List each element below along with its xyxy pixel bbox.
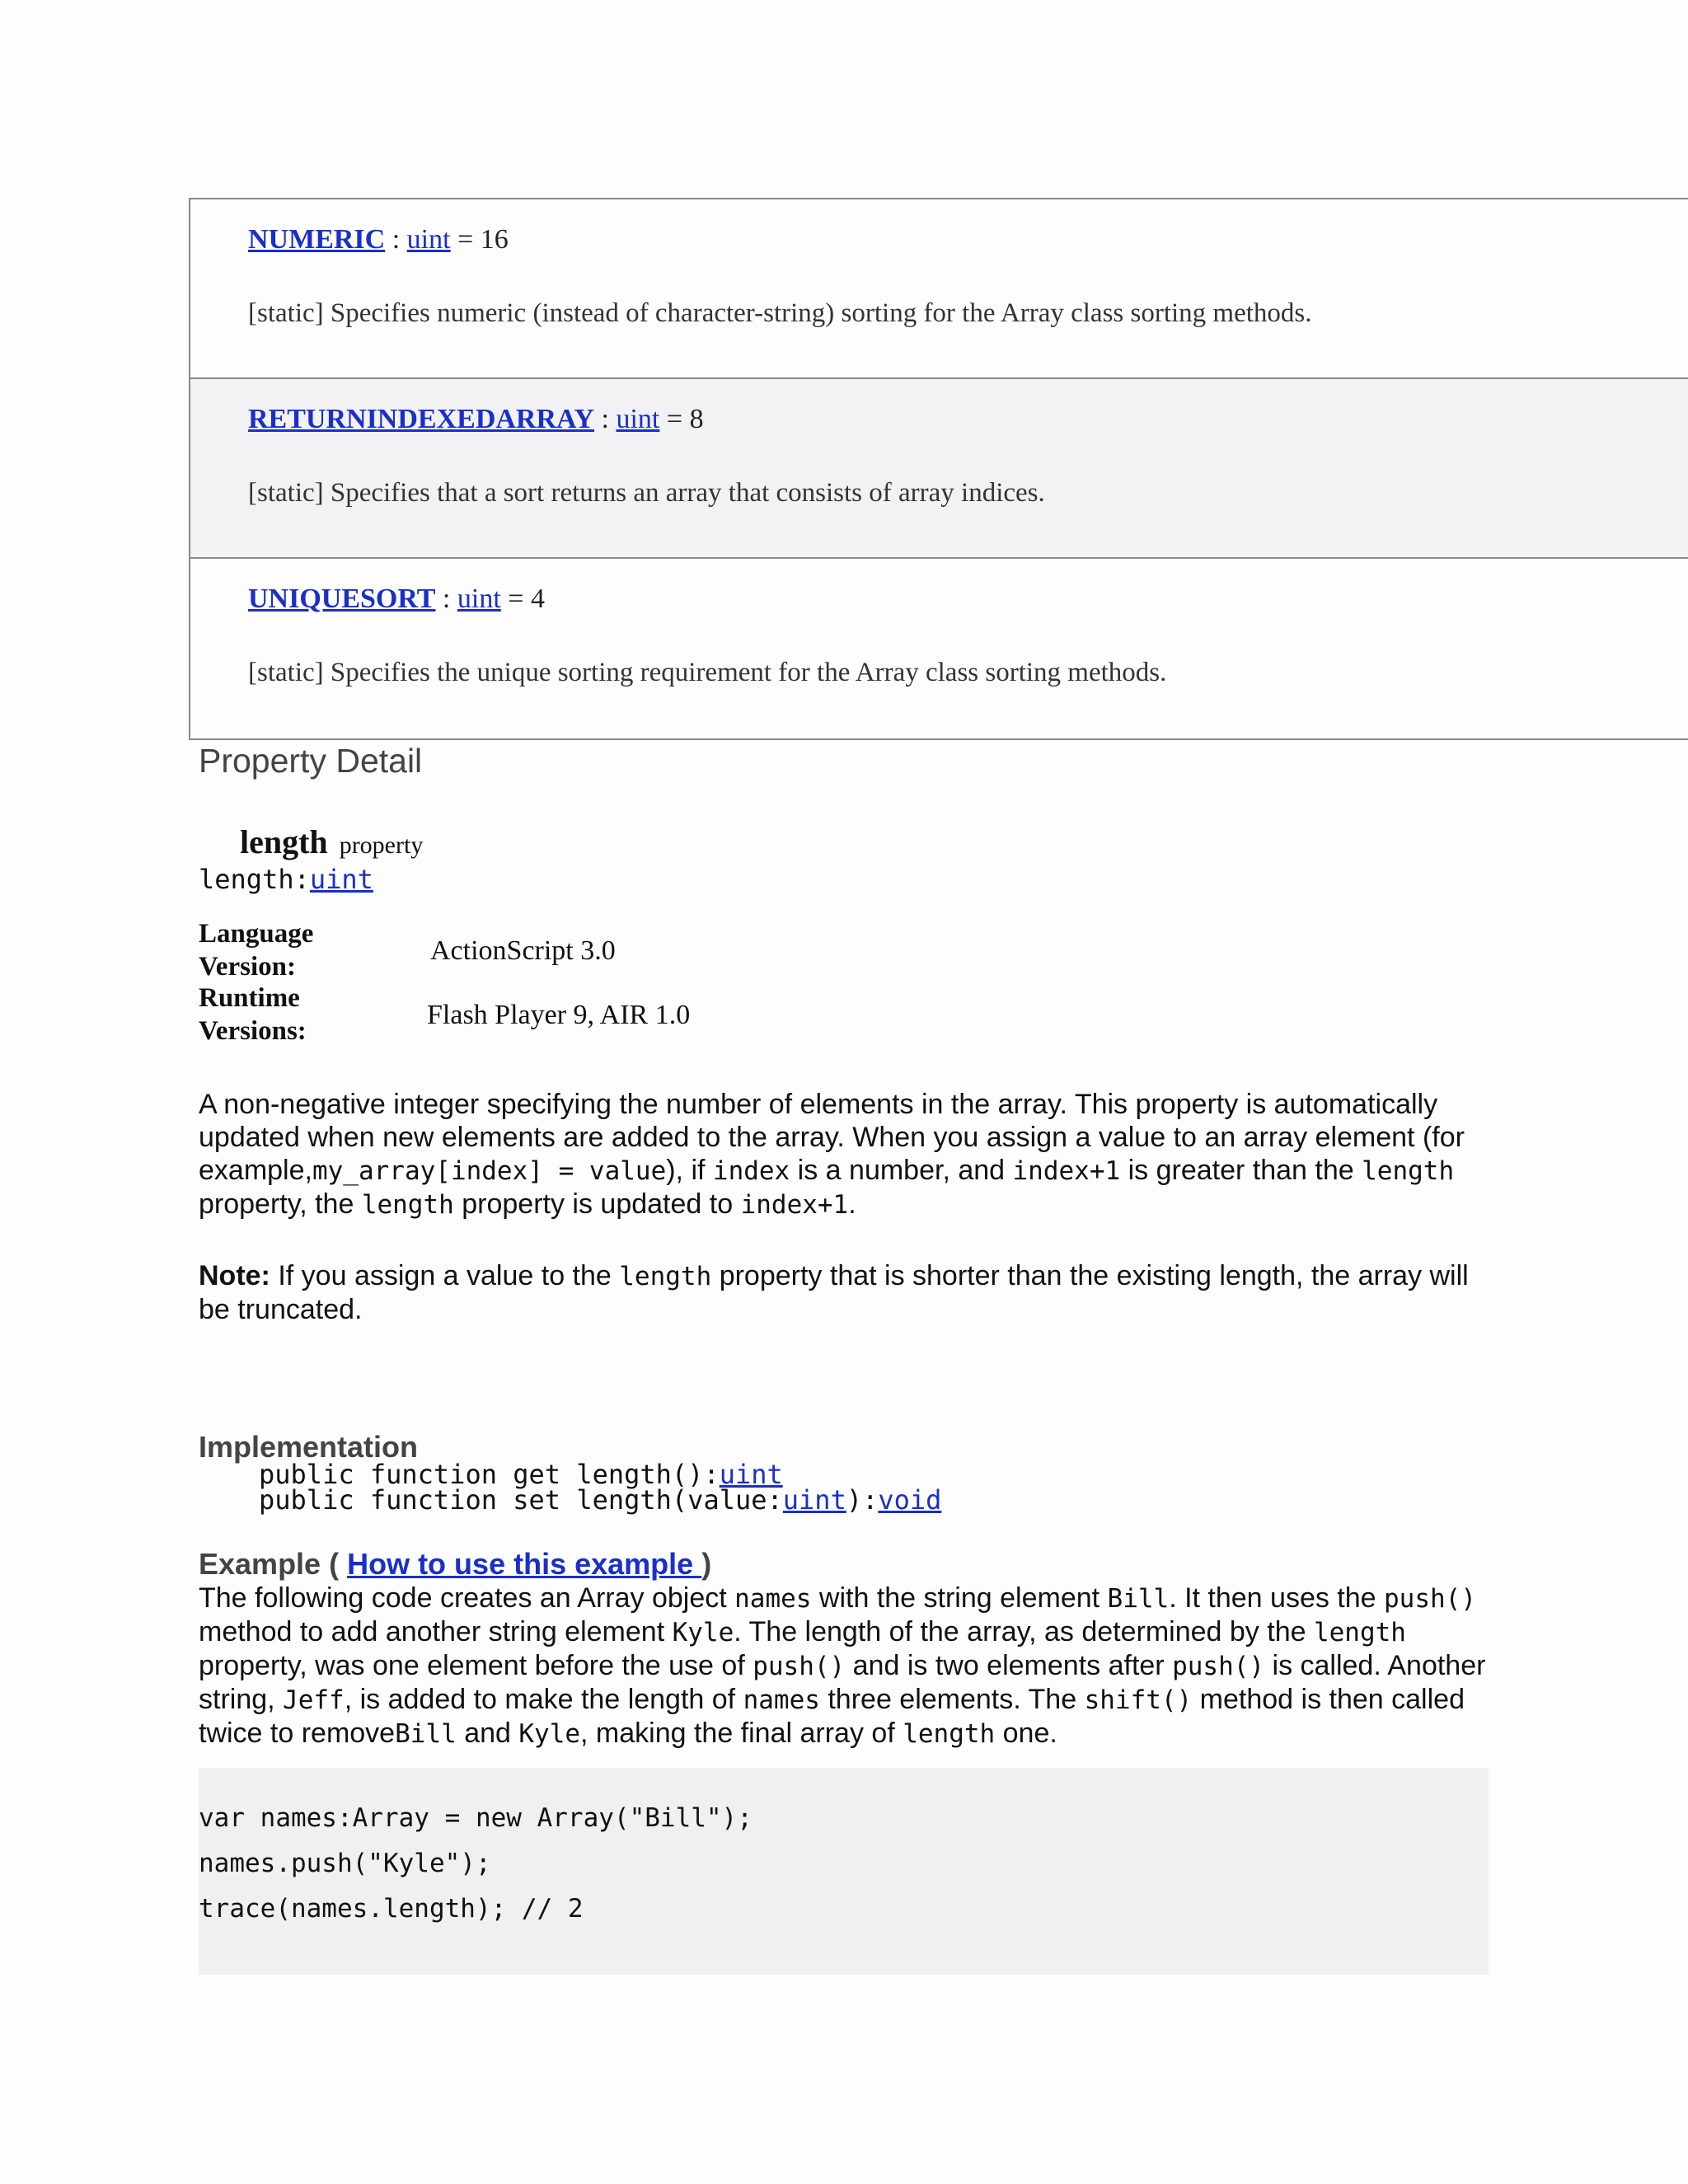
constant-sep: : <box>385 224 407 255</box>
note-text: property that is shorter than the existing length, the array will be truncated. <box>199 1260 1469 1325</box>
type-link-uint[interactable]: uint <box>616 404 660 434</box>
example-text: The following code creates an Array object <box>199 1582 735 1614</box>
constants-table <box>189 198 1688 740</box>
code-line: var names:Array = new Array("Bill"); <box>199 1803 753 1833</box>
desc-text: property is updated to <box>453 1188 741 1220</box>
constant-description: [static] Specifies that a sort returns an array that consists of array indices. <box>248 478 1045 508</box>
constant-link-numeric[interactable]: NUMERIC <box>248 224 386 255</box>
example-text: , making the final array of <box>580 1718 903 1749</box>
example-text: and is two elements after <box>845 1650 1173 1681</box>
constant-value: = 8 <box>659 404 704 434</box>
desc-code: length <box>361 1190 454 1220</box>
desc-text: is greater than the <box>1120 1155 1362 1186</box>
desc-text: property, the <box>199 1188 362 1220</box>
example-code: push() <box>753 1652 846 1681</box>
constant-row-numeric <box>190 199 1688 379</box>
example-text: with the string element <box>811 1582 1108 1614</box>
property-signature-name: length: <box>199 864 310 895</box>
example-text: , is added to make the length of <box>344 1684 743 1715</box>
note-code: length <box>619 1262 712 1291</box>
code-line: trace(names.length); // 2 <box>199 1894 584 1924</box>
type-link-uint[interactable]: uint <box>782 1484 846 1516</box>
example-code: shift() <box>1084 1685 1193 1715</box>
how-to-use-example-link[interactable]: How to use this example <box>347 1547 702 1581</box>
type-link-uint[interactable]: uint <box>406 224 451 255</box>
property-name: length <box>240 823 328 860</box>
desc-code: index+1 <box>740 1190 849 1220</box>
property-heading <box>240 823 423 861</box>
example-code: Kyle <box>518 1719 581 1749</box>
example-title-text: ) <box>701 1547 712 1581</box>
example-title-text: Example ( <box>199 1547 348 1581</box>
code-line: names.push("Kyle"); <box>199 1849 491 1878</box>
constant-row-returnindexedarray <box>190 379 1688 559</box>
constant-sep: : <box>435 583 457 614</box>
type-link-void[interactable]: void <box>878 1484 942 1516</box>
language-version-value: ActionScript 3.0 <box>430 935 616 966</box>
implementation-title: Implementation <box>199 1430 419 1464</box>
desc-code: index <box>712 1156 790 1186</box>
implementation-setter <box>259 1484 941 1516</box>
property-signature <box>199 864 373 895</box>
desc-text: A non-negative integer specifying the number of elements in the array. This property is automatically updated when new elements are added to the array. When you assign a value to an array element (for example, <box>199 1089 1465 1186</box>
desc-code: my_array[index] = value <box>312 1156 667 1186</box>
runtime-versions-label <box>199 982 307 1047</box>
language-version-label <box>199 917 313 983</box>
constant-row-uniquesort <box>190 559 1688 738</box>
example-text: property, was one element before the use of <box>199 1650 753 1681</box>
constant-signature <box>248 404 704 435</box>
constant-description: [static] Specifies numeric (instead of character-string) sorting for the Array class sorting methods. <box>248 298 1312 328</box>
example-code: names <box>743 1685 820 1715</box>
constant-value: = 16 <box>450 224 509 255</box>
constant-link-returnindexedarray[interactable]: RETURNINDEXEDARRAY <box>248 404 595 434</box>
example-code: Bill <box>395 1719 457 1749</box>
type-link-uint[interactable]: uint <box>457 583 501 614</box>
constant-link-uniquesort[interactable]: UNIQUESORT <box>248 583 436 614</box>
example-code: push() <box>1172 1652 1265 1681</box>
property-kind: property <box>339 832 424 859</box>
example-text: is called. Another string, <box>199 1650 1486 1715</box>
language-label-line: Version: <box>199 952 296 982</box>
runtime-versions-value: Flash Player 9, AIR 1.0 <box>427 1000 691 1030</box>
section-title-property-detail: Property Detail <box>199 742 423 780</box>
constant-signature <box>248 224 509 255</box>
example-code-block <box>199 1768 1489 1975</box>
example-text: and <box>456 1718 519 1749</box>
example-text: . It then uses the <box>1169 1582 1385 1614</box>
example-code: length <box>1313 1618 1406 1647</box>
example-text: . The length of the array, as determined by the <box>734 1616 1314 1647</box>
note-label: Note: <box>199 1260 270 1291</box>
desc-code: index+1 <box>1012 1156 1121 1186</box>
setter-signature: public function set length(value: <box>259 1484 783 1516</box>
type-link-uint[interactable]: uint <box>719 1459 783 1490</box>
property-description <box>199 1088 1501 1221</box>
example-description <box>199 1582 1501 1750</box>
getter-signature: public function get length(): <box>259 1459 720 1490</box>
example-text: three elements. The <box>819 1684 1085 1715</box>
desc-text: . <box>848 1188 856 1220</box>
language-label-line: Language <box>199 919 314 949</box>
example-text: one. <box>995 1718 1057 1749</box>
example-code: Jeff <box>283 1685 345 1715</box>
example-code: names <box>734 1584 812 1614</box>
constant-value: = 4 <box>500 583 545 614</box>
constant-sep: : <box>594 404 617 434</box>
desc-code: length <box>1362 1156 1455 1186</box>
property-note <box>199 1259 1501 1326</box>
setter-signature: ): <box>846 1484 879 1516</box>
desc-text: is a number, and <box>790 1155 1013 1186</box>
runtime-label-line: Runtime <box>199 983 300 1013</box>
constant-signature <box>248 583 545 615</box>
example-text: method is then called twice to remove <box>199 1684 1465 1749</box>
example-code: Bill <box>1107 1584 1170 1614</box>
example-text: method to add another string element <box>199 1616 673 1647</box>
example-code: Kyle <box>672 1618 734 1647</box>
type-link-uint[interactable]: uint <box>309 864 373 895</box>
runtime-label-line: Versions: <box>199 1016 307 1046</box>
example-code: push() <box>1384 1584 1476 1614</box>
example-title <box>199 1547 711 1582</box>
example-code: length <box>903 1719 996 1749</box>
constant-description: [static] Specifies the unique sorting requirement for the Array class sorting methods. <box>248 658 1167 687</box>
note-text: If you assign a value to the <box>270 1260 620 1291</box>
desc-text: ), if <box>666 1155 713 1186</box>
